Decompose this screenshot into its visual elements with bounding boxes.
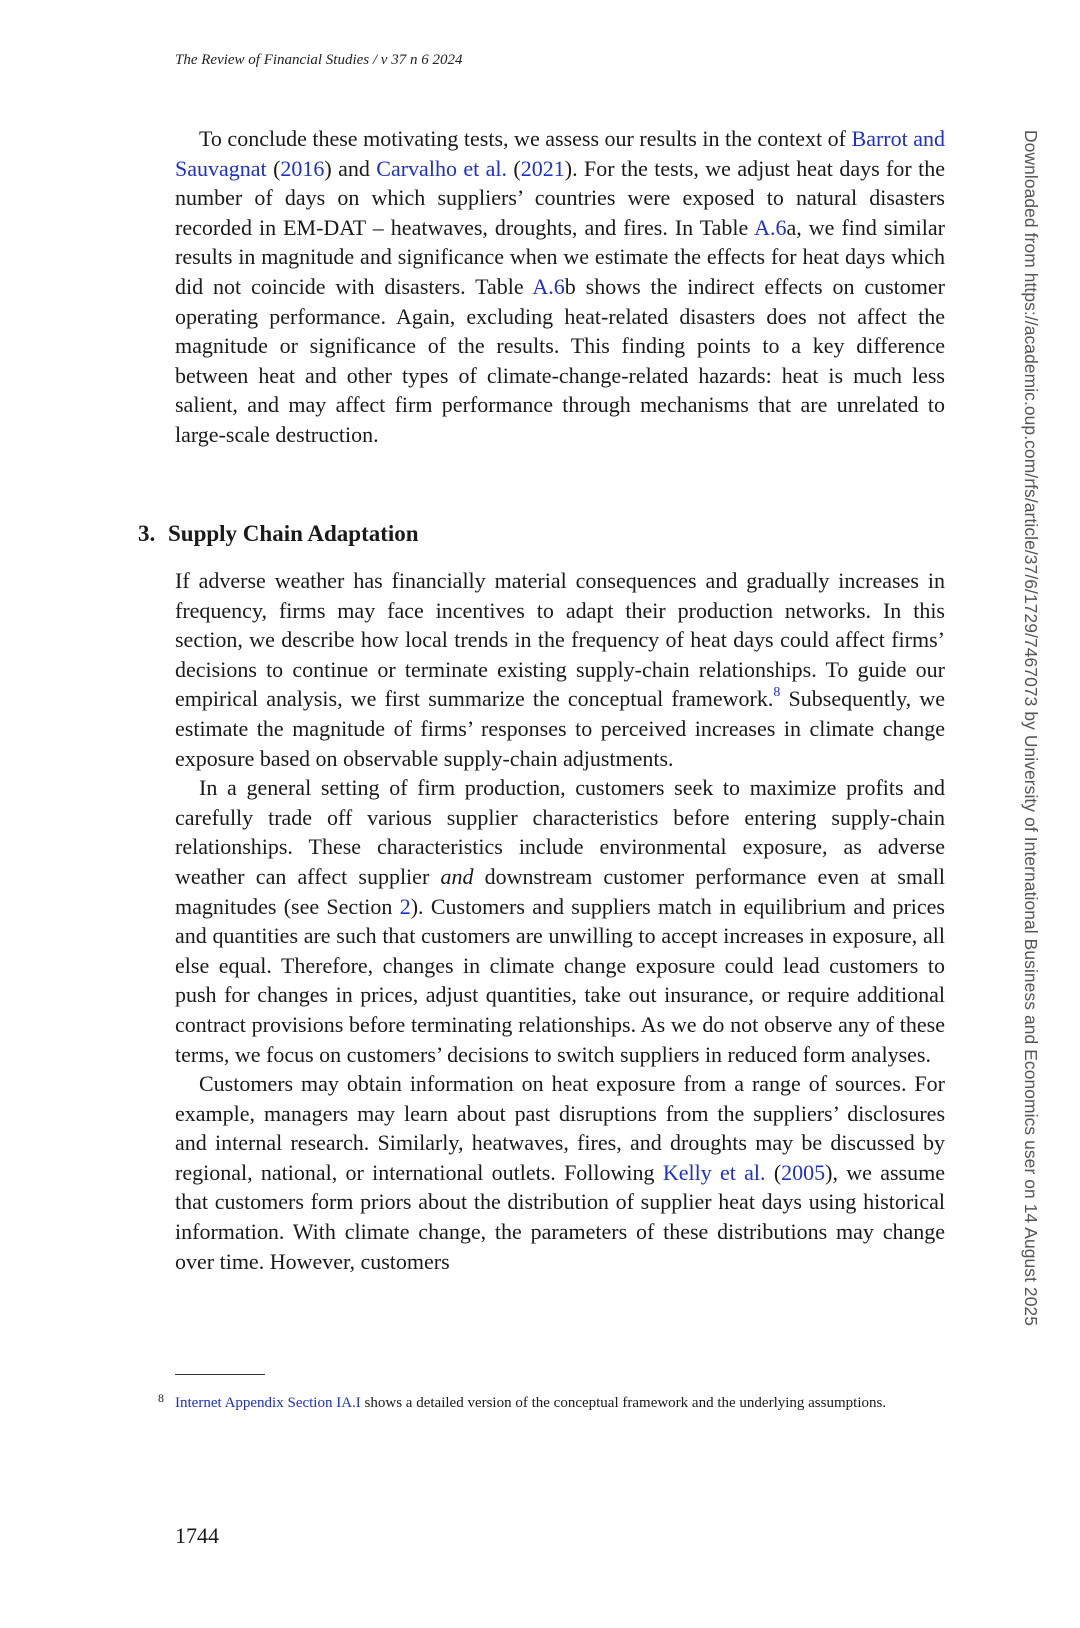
download-watermark: Downloaded from https://academic.oup.com/rfs/article/37/6/1729/7467073 by University of International Business and Economics user on 14 August 2025 xyxy=(1021,130,1041,1327)
citation-year-link[interactable]: 2005 xyxy=(781,1159,826,1185)
body-text-block-2 xyxy=(175,566,945,1276)
running-head: The Review of Financial Studies / v 37 n 6 2024 xyxy=(175,52,463,68)
internet-appendix-link[interactable]: Internet Appendix Section IA.I xyxy=(175,1395,361,1411)
body-text-block-1 xyxy=(175,124,945,450)
paragraph: To conclude these motivating tests, we assess our results in the context of Barrot and Sauvagnat (2016) and Carvalho et al. (2021). For the tests, we adjust heat days for the number of days on which suppliers’ countries were exposed to natural disasters recorded in EM-DAT – heatwaves, droughts, and fires. In Table A.6a, we find similar results in magnitude and significance when we estimate the effects for heat days which did not coincide with disasters. Table A.6b shows the indirect effects on customer operating performance. Again, excluding heat-related disasters does not affect the magnitude or significance of the results. This finding points to a key difference between heat and other types of climate-change-related hazards: heat is much less salient, and may affect firm performance through mechanisms that are unrelated to large-scale destruction. xyxy=(175,126,946,447)
footnote-marker-link[interactable]: 8 xyxy=(773,685,781,701)
footnote-divider xyxy=(175,1374,265,1375)
citation-year-link[interactable]: 2021 xyxy=(520,155,565,181)
paragraph: Customers may obtain information on heat exposure from a range of sources. For example, managers may learn about past disruptions from the suppliers’ disclosures and internal research. Similarly, heatwaves, fires, and droughts may be discussed by regional, national, or international outlets. Following Kelly et al. (2005), we assume that customers form priors about the distribution of supplier heat days using historical information. With climate change, the parameters of these distributions may change over time. However, customers xyxy=(175,1071,945,1274)
footnote-number: 8 xyxy=(158,1391,164,1405)
section-number: 3. xyxy=(138,521,156,546)
citation-year-link[interactable]: 2016 xyxy=(280,155,325,181)
paragraph: In a general setting of firm production, customers seek to maximize profits and carefully trade off various supplier characteristics before entering supply-chain relationships. These characteristics include environmental exposure, as adverse weather can affect supplier and downstream customer performance even at small magnitudes (see Section 2). Customers and suppliers match in equilibrium and prices and quantities are such that customers are unwilling to accept increases in exposure, all else equal. Therefore, changes in climate change exposure could lead customers to push for changes in prices, adjust quantities, take out insurance, or require additional contract provisions before terminating relationships. As we do not observe any of these terms, we focus on customers’ decisions to switch suppliers in reduced form analyses. xyxy=(175,775,946,1067)
page-number: 1744 xyxy=(175,1523,219,1548)
paragraph: If adverse weather has financially material consequences and gradually increases in frequency, firms may face incentives to adapt their production networks. In this section, we describe how local trends in the frequency of heat days could affect firms’ decisions to continue or terminate existing supply-chain relationships. To guide our empirical analysis, we first summarize the conceptual framework.$^8$ Subsequently, we estimate the magnitude of firms’ responses to perceived increases in climate change exposure based on observable supply-chain adjustments. xyxy=(175,568,945,771)
citation-link[interactable]: Barrot and Sauvagnat xyxy=(175,126,946,181)
section-title: Supply Chain Adaptation xyxy=(168,521,419,546)
footnote-text: shows a detailed version of the conceptual framework and the underlying assumptions. xyxy=(360,1395,887,1411)
citation-link[interactable]: Kelly et al. xyxy=(662,1159,766,1185)
section-heading xyxy=(138,521,419,547)
citation-link[interactable]: Carvalho et al. xyxy=(376,155,508,181)
table-reference-link[interactable]: A.6 xyxy=(754,214,787,240)
section-reference-link[interactable]: 2 xyxy=(399,893,411,919)
table-reference-link[interactable]: A.6 xyxy=(532,273,565,299)
emphasis: and xyxy=(440,863,474,889)
footnote xyxy=(158,1393,945,1413)
